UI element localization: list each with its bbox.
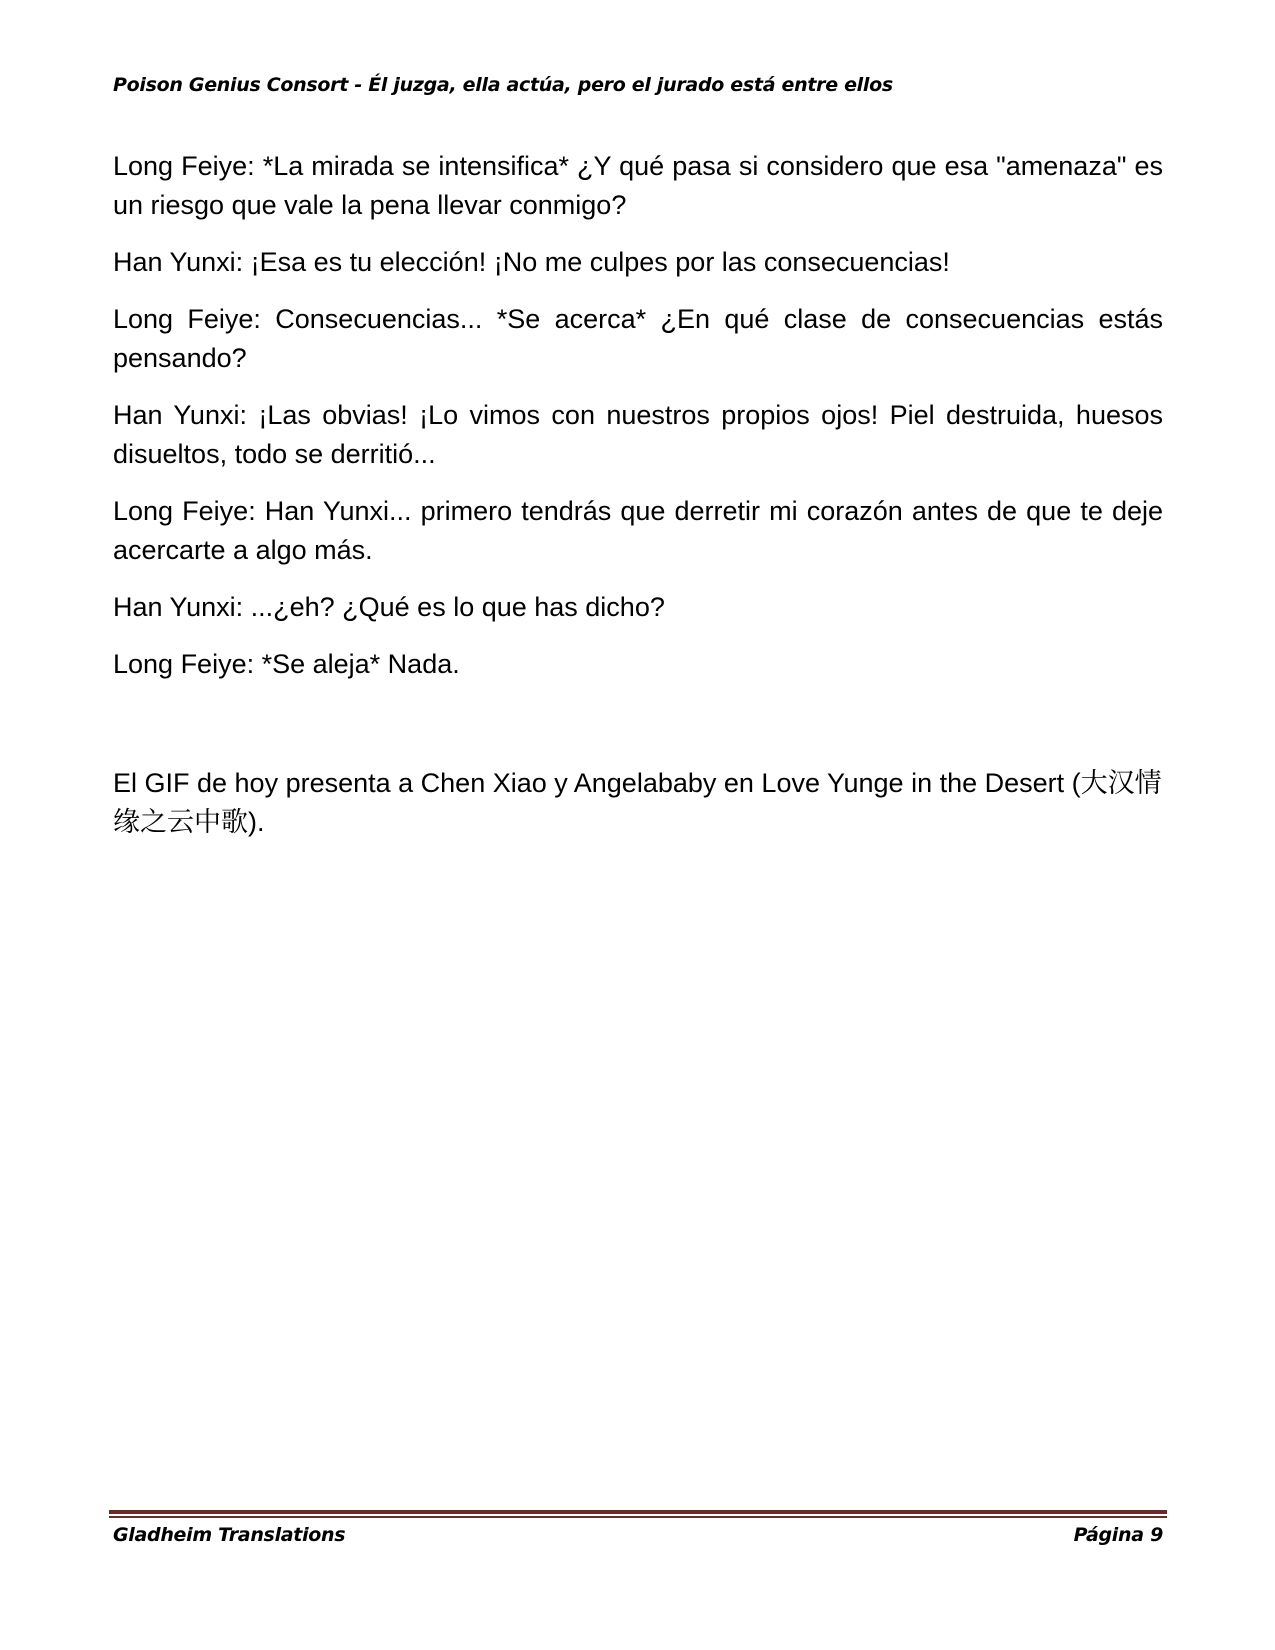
page-number: Página 9 [1073,1524,1163,1546]
dialogue-paragraph: Han Yunxi: ...¿eh? ¿Qué es lo que has dicho? [113,592,665,622]
page-header: Poison Genius Consort - Él juzga, ella actúa, pero el jurado está entre ellos [113,74,893,96]
footer-divider [109,1510,1167,1518]
gif-note: El GIF de hoy presenta a Chen Xiao y Angelababy en Love Yunge in the Desert (大汉情缘之云中歌). [113,768,1162,837]
dialogue-paragraph: Long Feiye: Han Yunxi... primero tendrás que derretir mi corazón antes de que te deje acercarte a algo más. [113,496,1163,565]
dialogue-paragraph: Han Yunxi: ¡Esa es tu elección! ¡No me culpes por las consecuencias! [113,247,950,277]
dialogue-paragraph: Long Feiye: *La mirada se intensifica* ¿Y qué pasa si considero que esa "amenaza" es un riesgo que vale la pena llevar conmigo? [113,151,1163,220]
page-body [113,147,1163,860]
paragraph-spacer [113,702,1163,764]
page-footer [113,1524,1163,1546]
footer-divider-thin [109,1516,1167,1518]
dialogue-paragraph: Long Feiye: *Se aleja* Nada. [113,649,460,679]
dialogue-paragraph: Long Feiye: Consecuencias... *Se acerca* ¿En qué clase de consecuencias estás pensando? [113,304,1163,373]
footer-credit: Gladheim Translations [113,1524,346,1546]
dialogue-paragraph: Han Yunxi: ¡Las obvias! ¡Lo vimos con nuestros propios ojos! Piel destruida, huesos disueltos, todo se derritió... [113,400,1163,469]
